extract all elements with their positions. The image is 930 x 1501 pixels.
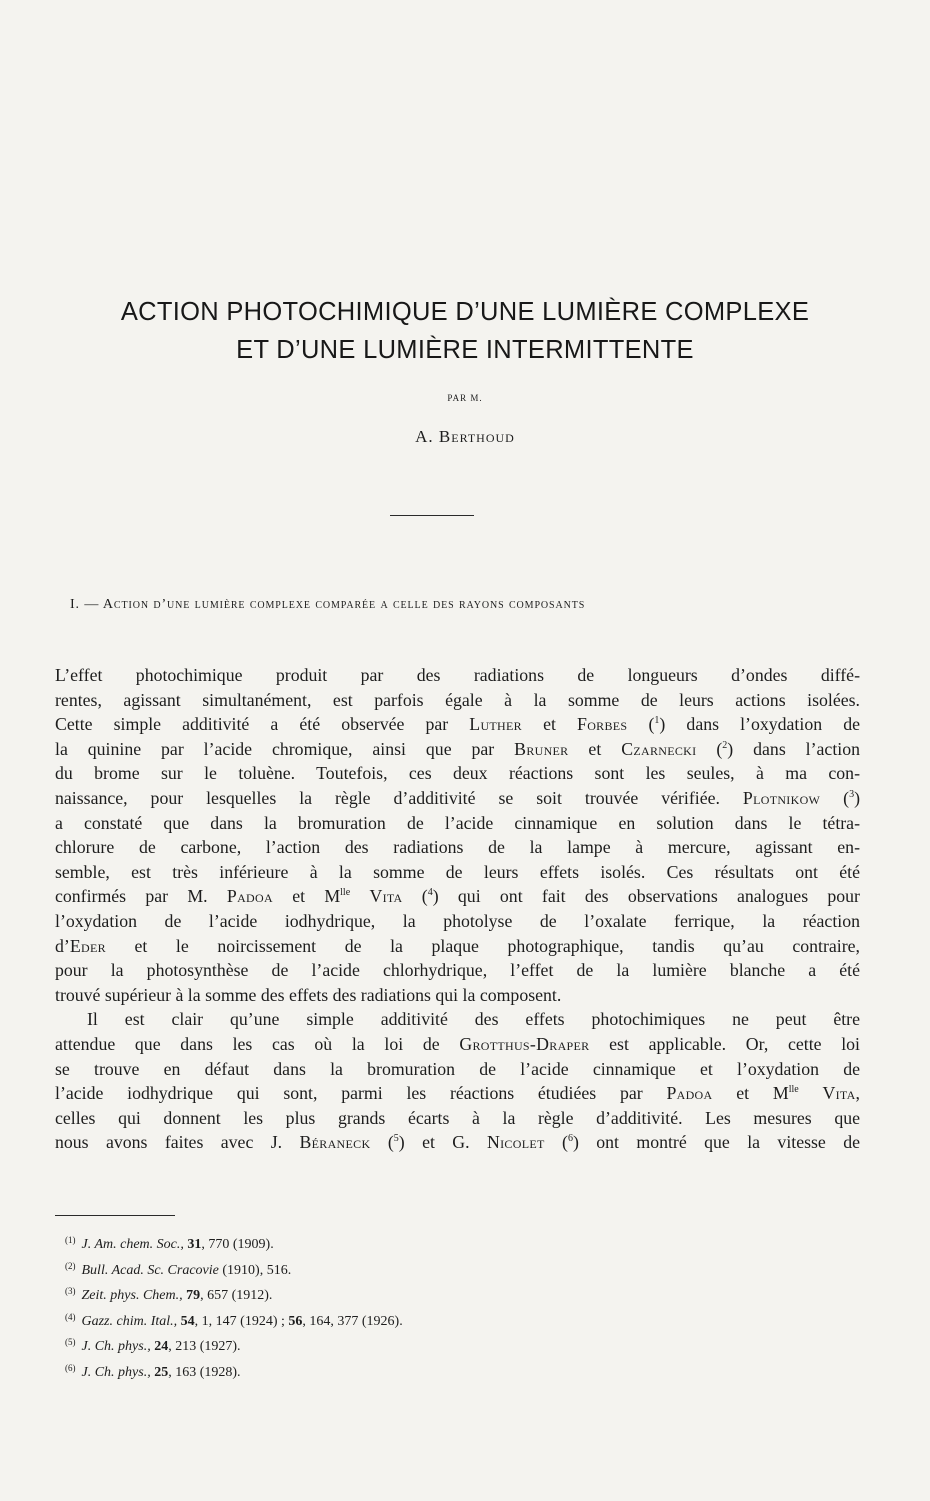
text-segment: se trouve en défaut dans la bromuration de l’acide cinnamique et l’oxydation de (55, 1058, 860, 1079)
footnote-volume: 31 (187, 1237, 202, 1252)
text-line (55, 934, 860, 959)
footnote-ref: 4 (427, 887, 433, 899)
text-segment: ( (370, 1132, 394, 1153)
footnote-citation: (1910), 516. (222, 1262, 292, 1278)
text-segment (799, 1083, 823, 1103)
footnote-number: (5) (65, 1337, 76, 1347)
footnote-volume: 56 (288, 1313, 303, 1329)
footnotes (65, 1230, 765, 1383)
text-line (55, 1130, 860, 1155)
author-name-ref: Eder (69, 935, 106, 956)
footnote-ref: 6 (567, 1133, 573, 1145)
text-line (55, 1106, 860, 1131)
text-segment: Cette simple additivité a été observée par (55, 714, 470, 735)
author-name-ref: Padoa (226, 886, 273, 907)
text-segment: rentes, agissant simultanément, est parfois égale à la somme de leurs actions isolées. (55, 689, 860, 710)
author-name-ref: Béraneck (299, 1132, 371, 1153)
footnote-ref: 5 (393, 1133, 399, 1145)
author-name: A. Berthoud (415, 427, 515, 446)
text-segment: semble, est très inférieure à la somme de leurs effets isolés. Ces résultats ont été (55, 861, 860, 882)
text-line (55, 786, 860, 811)
text-segment: ) dans l’action (727, 738, 860, 759)
footnote-ref: 2 (722, 739, 728, 751)
text-segment: ( (544, 1132, 568, 1153)
text-line (55, 909, 860, 934)
author-name-ref: Plotnikow (742, 787, 821, 808)
text-segment: nous avons faites avec J. (55, 1132, 300, 1153)
footnote-ref: 3 (849, 789, 855, 801)
footnote-number: (6) (65, 1362, 76, 1373)
footnote-citation: , 1, 147 (1924) ; (194, 1313, 289, 1329)
text-segment: est applicable. Or, cette loi (589, 1033, 860, 1054)
text-segment: chlorure de carbone, l’action des radiations de la lampe à mercure, agissant en- (55, 837, 860, 858)
footnote-volume: 54 (180, 1313, 195, 1329)
footnote-citation: , 213 (1927). (168, 1339, 241, 1354)
footnote-citation: , 164, 377 (1926). (302, 1313, 403, 1329)
footnote-journal: Zeit. phys. Chem., (81, 1288, 183, 1303)
title-line-2: ET D’UNE LUMIÈRE INTERMITTENTE (236, 336, 694, 364)
author-name-ref: Padoa (666, 1083, 713, 1104)
footnote-number: (2) (65, 1260, 76, 1271)
text-segment: pour la photosynthèse de l’acide chlorhydrique, l’effet de la lumière blanche a été (55, 960, 860, 981)
footnote (65, 1256, 765, 1282)
section-heading: I. — Action d’une lumière complexe comparée a celle des rayons composants (70, 597, 586, 612)
author-name-ref: Bruner (514, 738, 569, 759)
footnote-number: (4) (65, 1311, 76, 1322)
text-line (55, 761, 860, 786)
text-segment: et M (272, 886, 341, 907)
author-name-ref: Czarnecki (621, 738, 697, 759)
text-segment: celles qui donnent les plus grands écarts à la règle d’additivité. Les mesures que (55, 1107, 860, 1128)
footnote-separator (55, 1215, 175, 1216)
footnote-journal: J. Am. chem. Soc., (81, 1237, 184, 1252)
footnote-journal: J. Ch. phys., (81, 1339, 151, 1354)
paragraph-1 (55, 663, 860, 1007)
footnote (65, 1332, 765, 1358)
footnote-number: (1) (65, 1235, 76, 1245)
text-segment: a constaté que dans la bromuration de l’acide cinnamique en solution dans le tétra- (55, 812, 860, 833)
title-line-1: ACTION PHOTOCHIMIQUE D’UNE LUMIÈRE COMPLEXE (120, 298, 810, 326)
text-line (55, 1032, 860, 1057)
text-segment: la quinine par l’acide chromique, ainsi que par (55, 738, 515, 759)
text-segment: L’effet photochimique produit par des radiations de longueurs d’ondes diffé- (55, 665, 860, 685)
text-segment: du brome sur le toluène. Toutefois, ces deux réactions sont les seules, à ma con- (55, 763, 860, 784)
footnote (65, 1358, 765, 1384)
text-segment: attendue que dans les cas où la loi de (55, 1033, 460, 1054)
text-segment: ) dans l’oxydation de (659, 714, 860, 735)
text-line (55, 860, 860, 885)
text-line (55, 958, 860, 983)
author-name-ref: Vita (822, 1083, 856, 1104)
article-title (40, 293, 890, 369)
text-segment: , (855, 1083, 860, 1104)
footnote (65, 1281, 765, 1307)
footnote-volume: 79 (186, 1288, 201, 1303)
footnote-citation: , 657 (1912). (200, 1288, 273, 1303)
text-segment: naissance, pour lesquelles la règle d’additivité se soit trouvée vérifiée. (55, 787, 743, 808)
author-name-ref: Luther (469, 714, 522, 735)
footnote-journal: J. Ch. phys., (81, 1364, 151, 1380)
text-line (55, 737, 860, 762)
footnote-journal: Gazz. chim. Ital., (81, 1313, 178, 1329)
text-line (55, 712, 860, 737)
text-line (55, 811, 860, 836)
text-segment: ) et G. (398, 1132, 487, 1153)
text-segment: l’oxydation de l’acide iodhydrique, la photolyse de l’oxalate ferrique, la réaction (55, 910, 860, 931)
author-name-ref: Vita (369, 886, 403, 907)
text-line (55, 1057, 860, 1082)
author-name-ref: Forbes (577, 714, 628, 735)
footnote-citation: , 163 (1928). (168, 1364, 241, 1380)
text-segment (350, 886, 369, 906)
text-line (55, 983, 860, 1008)
footnote (65, 1230, 765, 1256)
text-segment: ( (627, 714, 655, 735)
text-segment: ( (402, 886, 428, 907)
author-name-ref: Nicolet (487, 1132, 545, 1153)
text-line (55, 663, 860, 688)
text-segment: Il est clair qu’une simple additivité des effets photochimiques ne peut être (87, 1009, 860, 1030)
text-segment: et M (712, 1083, 789, 1104)
text-line (55, 884, 860, 909)
text-line (55, 1081, 860, 1106)
text-segment: trouvé supérieur à la somme des effets des radiations qui la composent. (55, 984, 562, 1005)
footnote-ref: lle (340, 887, 351, 899)
text-segment: ) qui ont fait des observations analogues pour (432, 886, 860, 907)
body-text (55, 663, 860, 1155)
text-segment: et le noircissement de la plaque photographique, tandis qu’au contraire, (105, 935, 860, 956)
text-line (55, 1007, 860, 1032)
text-segment: ) (854, 787, 860, 808)
paragraph-2 (55, 1007, 860, 1155)
text-segment: et (568, 738, 622, 759)
title-separator (390, 515, 474, 516)
text-segment: l’acide iodhydrique qui sont, parmi les réactions étudiées par (55, 1083, 667, 1104)
text-segment: ( (820, 787, 850, 808)
footnote-journal: Bull. Acad. Sc. Cracovie (81, 1262, 219, 1278)
footnote-ref: lle (788, 1084, 799, 1096)
text-segment: et (521, 714, 577, 735)
text-segment: confirmés par M. (55, 886, 227, 907)
footnote-volume: 25 (154, 1364, 169, 1380)
text-line (55, 688, 860, 713)
text-segment: ) ont montré que la vitesse de (572, 1132, 860, 1153)
footnote-volume: 24 (154, 1339, 169, 1354)
byline-par: PAR M. (447, 393, 483, 403)
footnote (65, 1307, 765, 1333)
text-segment: d’ (55, 935, 70, 956)
text-segment: ( (696, 738, 723, 759)
footnote-ref: 1 (654, 715, 660, 727)
text-line (55, 835, 860, 860)
footnote-number: (3) (65, 1286, 76, 1296)
author-name-ref: Grotthus-Draper (459, 1033, 590, 1054)
footnote-citation: , 770 (1909). (201, 1237, 274, 1252)
